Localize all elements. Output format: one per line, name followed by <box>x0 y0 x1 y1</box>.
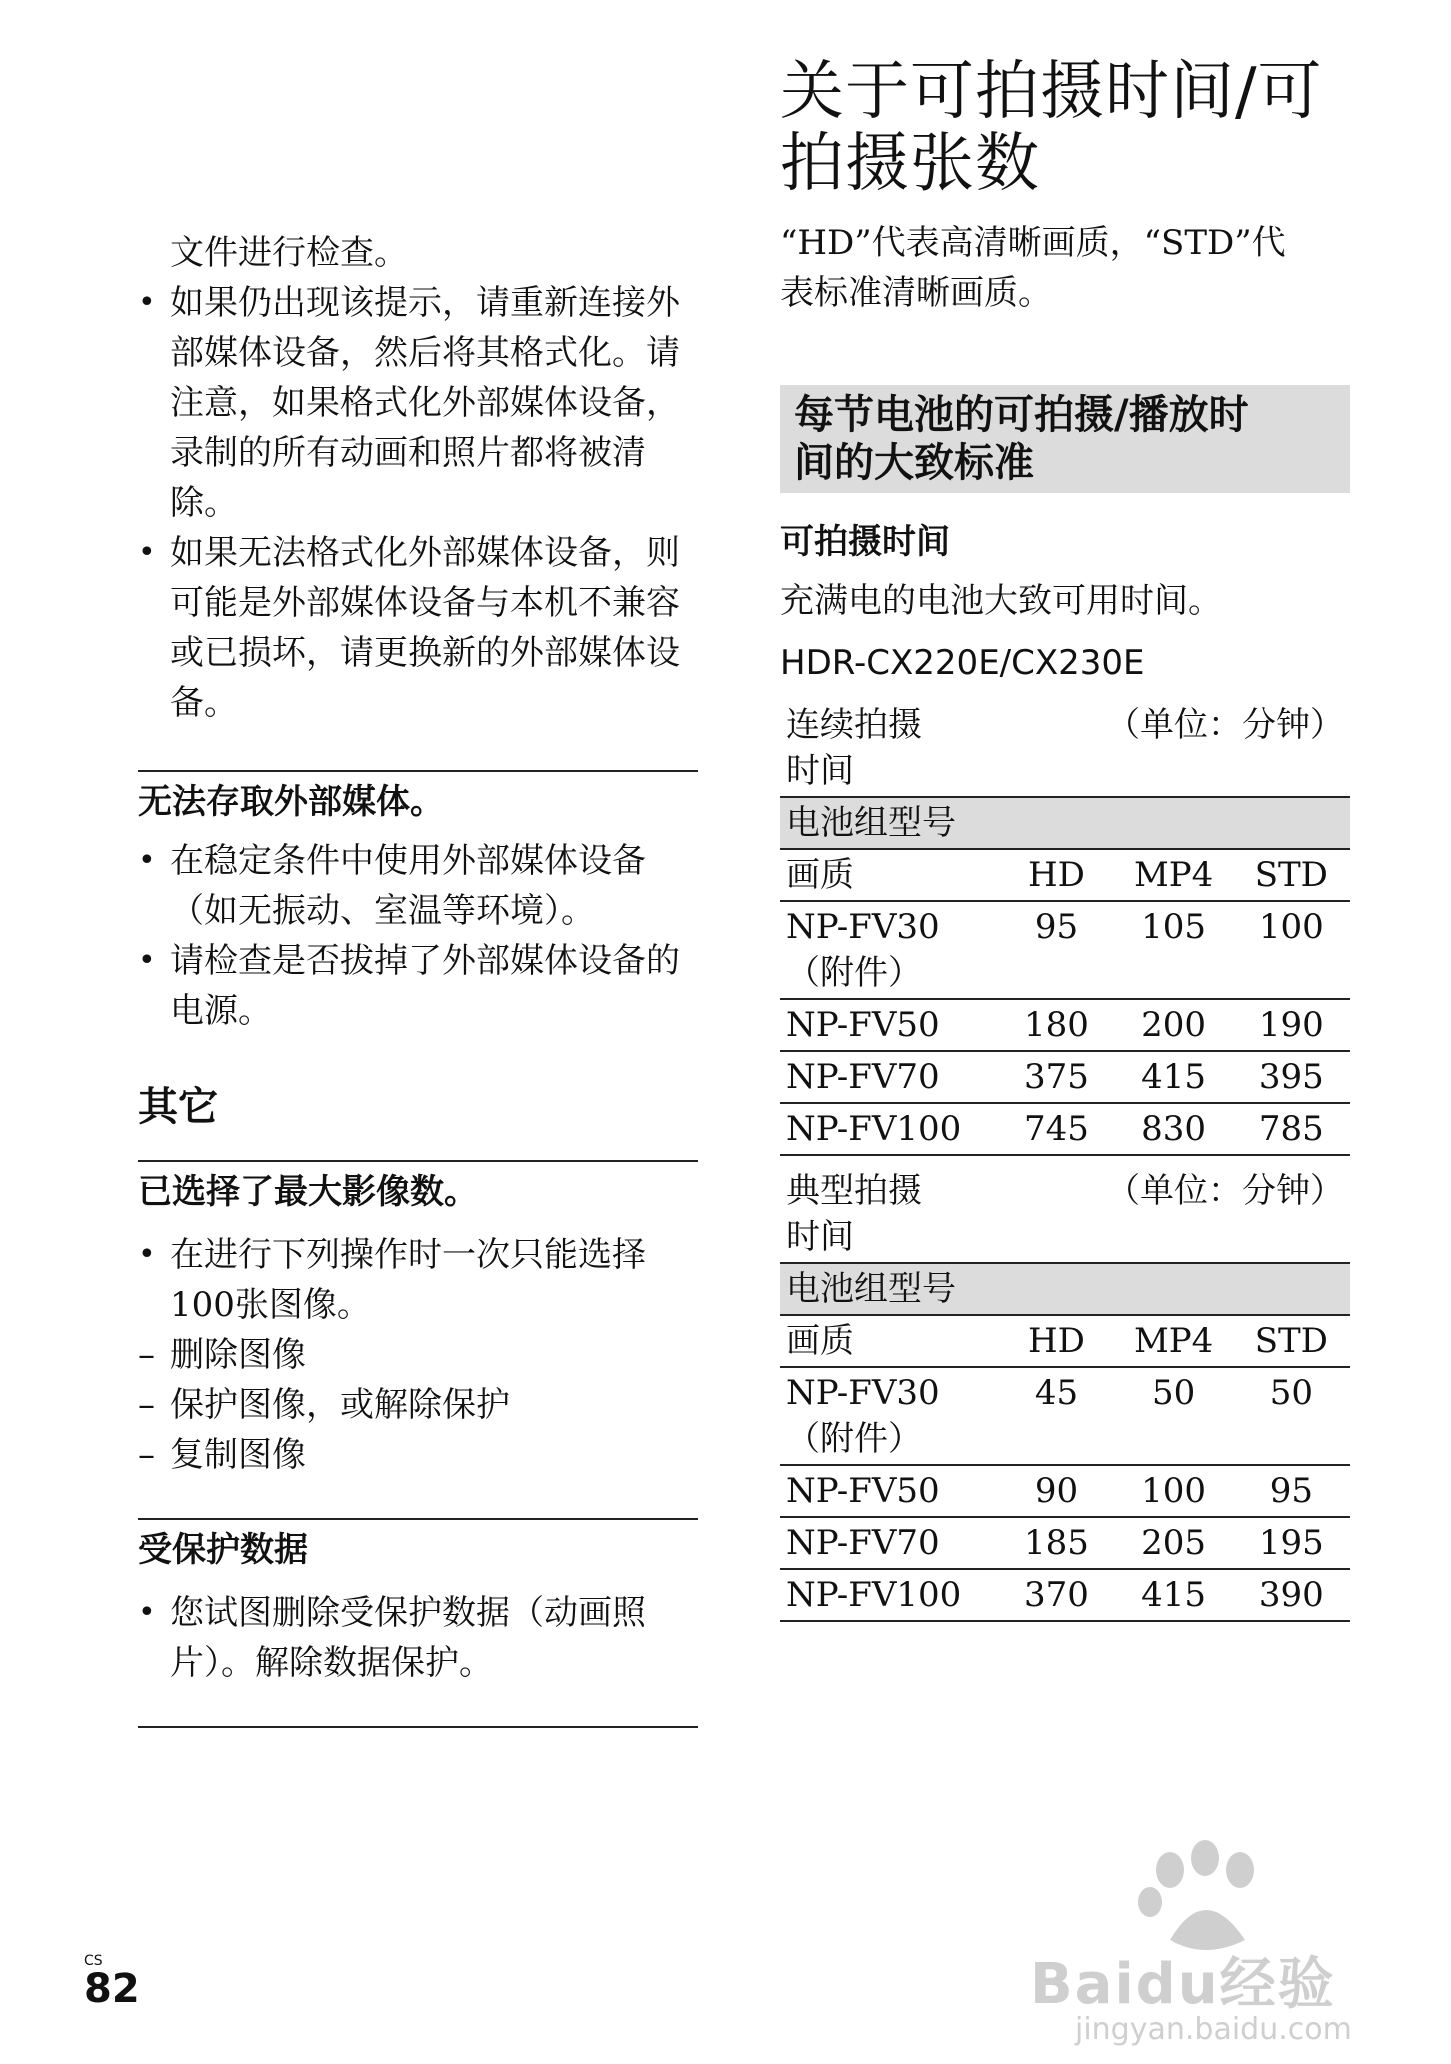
table-row <box>780 1051 1350 1103</box>
continuous-table <box>780 700 1350 1156</box>
col-header: MP4 <box>1115 849 1233 901</box>
continuous-label <box>780 700 998 797</box>
page-number: 82 <box>84 1966 140 2012</box>
table-row <box>780 999 1350 1051</box>
row-name: NP-FV100 <box>780 1103 998 1155</box>
row-name: NP-FV30 <box>786 1373 940 1413</box>
cell-value: 105 <box>1115 901 1233 999</box>
cell-value: 830 <box>1115 1103 1233 1155</box>
watermark-url: jingyan.baidu.com <box>1075 2012 1352 2047</box>
access-heading: 无法存取外部媒体。 <box>138 782 444 822</box>
cell-value: 370 <box>998 1569 1114 1621</box>
cell-value: 95 <box>1233 1465 1350 1517</box>
section-banner <box>780 385 1350 493</box>
row-name: NP-FV50 <box>780 999 998 1051</box>
table-row <box>780 1103 1350 1155</box>
intro-paragraph <box>780 218 1350 318</box>
maximg-dash-1: – 删除图像 <box>138 1330 698 1380</box>
intro-line-1: “HD”代表高清晰画质，“STD”代 <box>780 223 1286 263</box>
row-name: NP-FV70 <box>780 1051 998 1103</box>
cell-value: 180 <box>998 999 1114 1051</box>
typical-table <box>780 1166 1350 1622</box>
cell-value: 390 <box>1233 1569 1350 1621</box>
col-header: HD <box>998 849 1114 901</box>
typical-unit: （单位：分钟） <box>998 1166 1350 1263</box>
cell-value: 100 <box>1233 901 1350 999</box>
cell-value: 50 <box>1233 1367 1350 1465</box>
intro-line-2: 表标准清晰画质。 <box>780 273 1052 313</box>
section-line-2: 间的大致标准 <box>794 440 1034 486</box>
col-header: STD <box>1233 1315 1350 1367</box>
typical-quality-label: 画质 <box>780 1315 998 1367</box>
continuous-label-2: 时间 <box>786 751 854 791</box>
cell-value: 90 <box>998 1465 1114 1517</box>
maximg-dash-2: – 保护图像，或解除保护 <box>138 1380 698 1430</box>
protect-content <box>138 1588 698 1688</box>
rec-time-heading: 可拍摄时间 <box>780 522 950 562</box>
continuous-pack-label: 电池组型号 <box>780 797 1350 849</box>
typical-label-2: 时间 <box>786 1217 854 1257</box>
watermark-text: Baidu经验 <box>1030 1952 1336 2017</box>
cell-value: 745 <box>998 1103 1114 1155</box>
cell-value: 200 <box>1115 999 1233 1051</box>
divider <box>138 1726 698 1728</box>
typical-pack-label: 电池组型号 <box>780 1263 1350 1315</box>
cell-value: 45 <box>998 1367 1114 1465</box>
access-bullets <box>138 836 698 1036</box>
table-row <box>780 1465 1350 1517</box>
table-row <box>780 901 1350 999</box>
col-header: MP4 <box>1115 1315 1233 1367</box>
divider <box>138 770 698 772</box>
cell-value: 785 <box>1233 1103 1350 1155</box>
cell-value: 415 <box>1115 1051 1233 1103</box>
intro-bullet-1: • 如果仍出现该提示，请重新连接外部媒体设备，然后将其格式化。请注意，如果格式化外部媒体设备，录制的所有动画和照片都将被清除。 <box>138 278 698 528</box>
row-name: NP-FV50 <box>780 1465 998 1517</box>
access-bullet-2: • 请检查是否拔掉了外部媒体设备的电源。 <box>138 936 698 1036</box>
other-heading: 其它 <box>138 1084 218 1130</box>
cell-value: 95 <box>998 901 1114 999</box>
table-row <box>780 1367 1350 1465</box>
language-code: CS <box>84 1953 103 1969</box>
typical-label <box>780 1166 998 1263</box>
rec-time-desc: 充满电的电池大致可用时间。 <box>780 581 1222 621</box>
typical-label-1: 典型拍摄 <box>786 1171 922 1211</box>
cell-value: 195 <box>1233 1517 1350 1569</box>
cell-value: 100 <box>1115 1465 1233 1517</box>
maximg-bullet: • 在进行下列操作时一次只能选择100张图像。 <box>138 1230 698 1330</box>
model-name: HDR-CX220E/CX230E <box>780 643 1145 683</box>
intro-cont-text: 文件进行检查。 <box>170 233 408 273</box>
protect-heading: 受保护数据 <box>138 1530 308 1570</box>
title-line-2: 拍摄张数 <box>780 127 1040 201</box>
cell-value: 415 <box>1115 1569 1233 1621</box>
intro-bullet-2: • 如果无法格式化外部媒体设备，则可能是外部媒体设备与本机不兼容或已损坏，请更换新的外部媒体设备。 <box>138 528 698 728</box>
section-line-1: 每节电池的可拍摄/播放时 <box>794 392 1249 438</box>
access-bullet-1: • 在稳定条件中使用外部媒体设备（如无振动、室温等环境）。 <box>138 836 698 936</box>
col-header: HD <box>998 1315 1114 1367</box>
row-sub: （附件） <box>786 1419 922 1459</box>
cell-value: 205 <box>1115 1517 1233 1569</box>
table-row <box>780 1569 1350 1621</box>
cell-value: 50 <box>1115 1367 1233 1465</box>
maximg-dash-3: – 复制图像 <box>138 1430 698 1480</box>
title-line-1: 关于可拍摄时间/可 <box>780 55 1323 129</box>
cell-value: 375 <box>998 1051 1114 1103</box>
cell-value: 185 <box>998 1517 1114 1569</box>
continuous-unit: （单位：分钟） <box>998 700 1350 797</box>
row-name: NP-FV30 <box>786 907 940 947</box>
continuous-quality-label: 画质 <box>780 849 998 901</box>
maximg-content <box>138 1230 698 1480</box>
protect-bullet: • 您试图删除受保护数据（动画照片）。解除数据保护。 <box>138 1588 698 1688</box>
divider <box>138 1518 698 1520</box>
col-header: STD <box>1233 849 1350 901</box>
continuous-label-1: 连续拍摄 <box>786 705 922 745</box>
row-sub: （附件） <box>786 953 922 993</box>
cell-value: 190 <box>1233 999 1350 1051</box>
page-title <box>780 56 1350 200</box>
row-name: NP-FV70 <box>780 1517 998 1569</box>
maximg-heading: 已选择了最大影像数。 <box>138 1172 478 1212</box>
intro-continuation <box>138 228 698 728</box>
table-row <box>780 1517 1350 1569</box>
cell-value: 395 <box>1233 1051 1350 1103</box>
divider <box>138 1160 698 1162</box>
row-name: NP-FV100 <box>780 1569 998 1621</box>
